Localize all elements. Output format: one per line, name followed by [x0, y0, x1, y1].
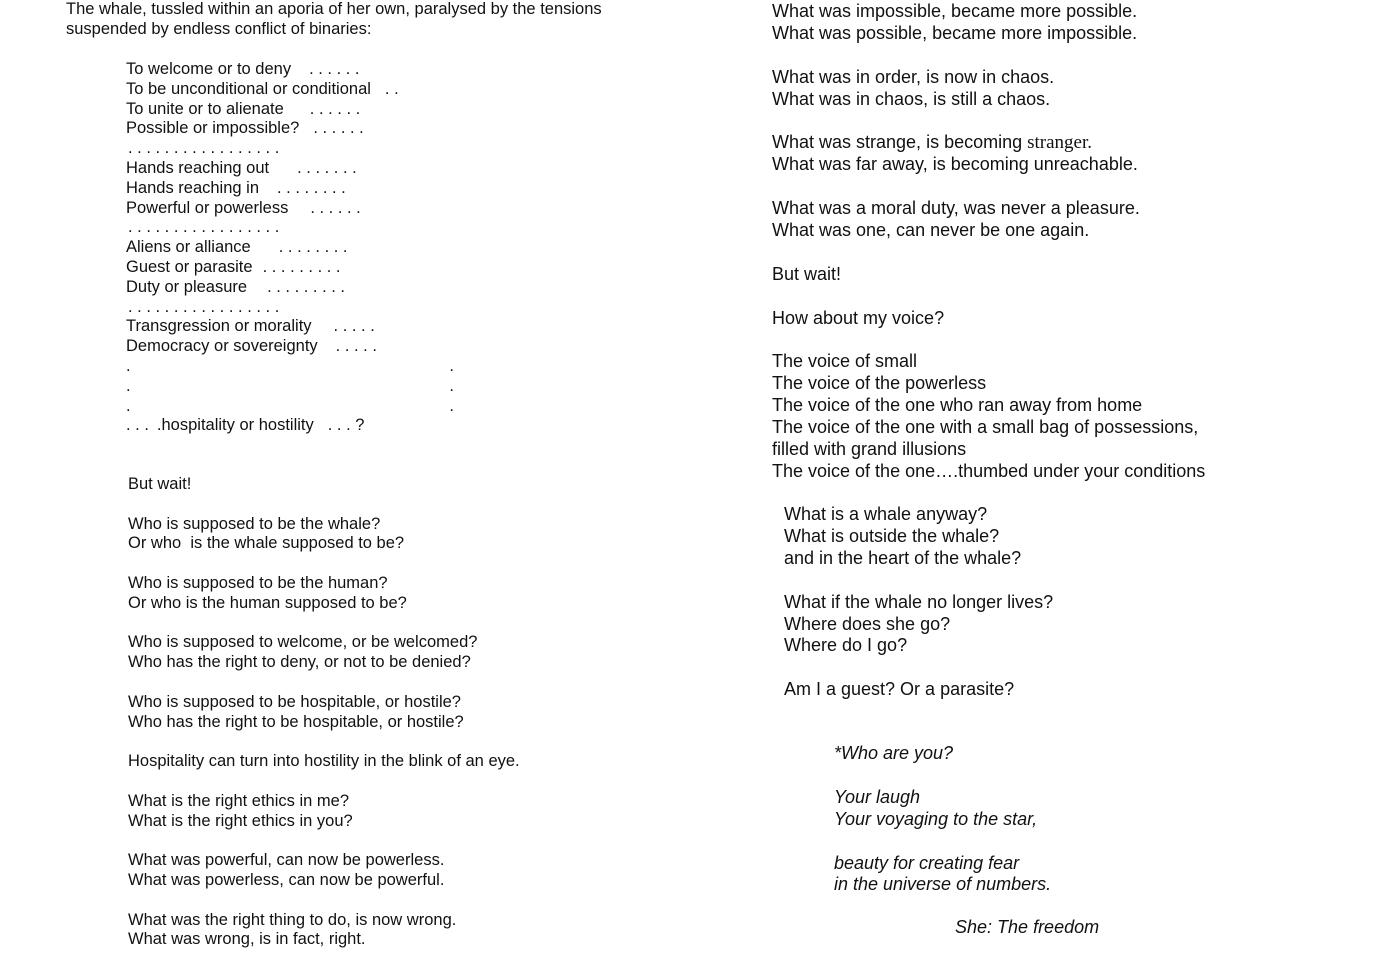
stanza — [784, 679, 1344, 701]
verse-line: Who has the right to deny, or not to be denied? — [128, 653, 471, 672]
binary-line: Possible or impossible? . . . . . . — [126, 119, 364, 138]
bracket-dots: . . — [126, 356, 454, 375]
stanza — [834, 787, 1314, 831]
verse-line: But wait! — [128, 475, 192, 493]
stanza — [772, 351, 1372, 482]
left-verses — [128, 475, 688, 970]
verse-line: Hospitality can turn into hostility in the blink of an eye. — [128, 752, 520, 771]
stanza — [128, 693, 688, 733]
stanza — [834, 743, 1314, 765]
stanza — [784, 504, 1344, 570]
verse-line: What was in chaos, is still a chaos. — [772, 88, 1051, 109]
stanza — [772, 1, 1372, 45]
verse-line: Who has the right to be hospitable, or hostile? — [128, 712, 464, 731]
verse-line: The voice of the one with a small bag of possessions, — [772, 417, 1199, 438]
dot-separator: . . . . . . . . . . . . . . . . . — [128, 297, 280, 316]
intro-line: suspended by endless conflict of binaries: — [66, 19, 372, 38]
verse-line: *Who are you? — [834, 743, 954, 763]
verse-line: How about my voice? — [772, 307, 945, 328]
binary-line: Hands reaching out . . . . . . . — [126, 158, 357, 177]
verse-line: What was possible, became more impossible. — [772, 22, 1138, 43]
stanza — [772, 308, 1372, 330]
verse-line: Who is supposed to welcome, or be welcomed? — [128, 633, 478, 652]
verse-line: The voice of the one….thumbed under your conditions — [772, 460, 1206, 481]
right-verses-italic — [834, 743, 1314, 918]
stanza — [128, 752, 688, 772]
hospitality-line: . . . .hospitality or hostility . . . ? — [126, 416, 365, 435]
verse-line: Your laugh — [834, 786, 921, 807]
verse-line: What is a whale anyway? — [784, 504, 988, 524]
dot-separator: . . . . . . . . . . . . . . . . . — [128, 218, 280, 237]
verse-line: Or who is the human supposed to be? — [128, 593, 407, 612]
verse-line: What was far away, is becoming unreachable. — [772, 154, 1138, 175]
verse-line: What was one, can never be one again. — [772, 220, 1090, 241]
stanza — [128, 574, 688, 614]
binaries-list — [126, 60, 486, 436]
bracket-dots: . . — [126, 376, 454, 395]
verse-line: What was powerless, can now be powerful. — [128, 870, 445, 889]
verse-line: What is the right ethics in me? — [128, 791, 350, 810]
verse-line: The voice of the powerless — [772, 373, 987, 394]
stanza — [772, 132, 1372, 176]
stanza — [128, 515, 688, 555]
stanza — [772, 198, 1372, 242]
binary-line: Guest or parasite . . . . . . . . . — [126, 257, 341, 276]
verse-line: Who is supposed to be the human? — [128, 573, 388, 592]
verse-line: filled with grand illusions — [772, 439, 967, 460]
stanza — [128, 911, 688, 951]
binary-line: Powerful or powerless . . . . . . — [126, 198, 361, 217]
verse-line: Where do I go? — [784, 635, 908, 656]
stanza — [834, 853, 1314, 897]
stranger-word: stranger. — [1027, 132, 1093, 154]
verse-line: Where does she go? — [784, 613, 951, 634]
verse-line: Or who is the whale supposed to be? — [128, 534, 405, 553]
verse-line: Who is supposed to be hospitable, or hostile? — [128, 692, 461, 711]
binary-line: Aliens or alliance . . . . . . . . — [126, 238, 348, 257]
verse-line: Am I a guest? Or a parasite? — [784, 679, 1015, 700]
right-verses-top — [772, 1, 1372, 505]
verse-line: But wait! — [772, 263, 842, 284]
stanza — [772, 67, 1372, 111]
verse-line: What was a moral duty, was never a pleasure. — [772, 198, 1140, 219]
stanza — [784, 592, 1344, 658]
right-column — [700, 0, 1400, 970]
verse-line: What is the right ethics in you? — [128, 811, 353, 830]
verse-line: The freedom — [997, 917, 1100, 937]
binary-line: Democracy or sovereignty . . . . . — [126, 337, 377, 356]
stanza — [128, 792, 688, 832]
stanza — [128, 851, 688, 891]
verse-line: in the universe of numbers. — [834, 874, 1052, 895]
verse-line: and in the heart of the whale? — [784, 547, 1022, 568]
verse-line: What was in order, is now in chaos. — [772, 66, 1055, 87]
verse-line: Your voyaging to the star, — [834, 808, 1038, 829]
binary-line: To be unconditional or conditional . . — [126, 79, 399, 98]
dot-separator: . . . . . . . . . . . . . . . . . — [128, 139, 280, 158]
intro-line: The whale, tussled within an aporia of her own, paralysed by the tensions — [66, 0, 602, 18]
stanza — [128, 475, 688, 495]
verse-line: She: — [955, 917, 993, 937]
verse-line: What was strange, is becoming stranger. — [772, 132, 1093, 154]
binary-line: To welcome or to deny . . . . . . — [126, 60, 360, 78]
binary-line: To unite or to alienate . . . . . . — [126, 99, 361, 118]
verse-line: beauty for creating fear — [834, 852, 1020, 873]
right-verses-middle — [784, 504, 1344, 723]
verse-line: The voice of small — [772, 351, 918, 372]
stanza — [772, 264, 1372, 286]
bracket-dots: . . — [126, 396, 454, 415]
verse-line: What was wrong, is in fact, right. — [128, 930, 366, 949]
verse-line: Who is supposed to be the whale? — [128, 514, 381, 533]
stanza — [128, 633, 688, 673]
verse-line: What if the whale no longer lives? — [784, 591, 1054, 612]
verse-line: What was impossible, became more possible. — [772, 1, 1138, 21]
intro-paragraph — [66, 0, 686, 40]
right-verses-she — [955, 917, 1255, 939]
verse-line: What was the right thing to do, is now wrong. — [128, 910, 457, 929]
verse-line: What was powerful, can now be powerless. — [128, 851, 445, 870]
verse-line: What is outside the whale? — [784, 525, 1000, 546]
binary-line: Transgression or morality . . . . . — [126, 317, 375, 336]
binary-line: Hands reaching in . . . . . . . . — [126, 178, 346, 197]
verse-line: The voice of the one who ran away from home — [772, 395, 1143, 416]
binary-line: Duty or pleasure . . . . . . . . . — [126, 277, 345, 296]
